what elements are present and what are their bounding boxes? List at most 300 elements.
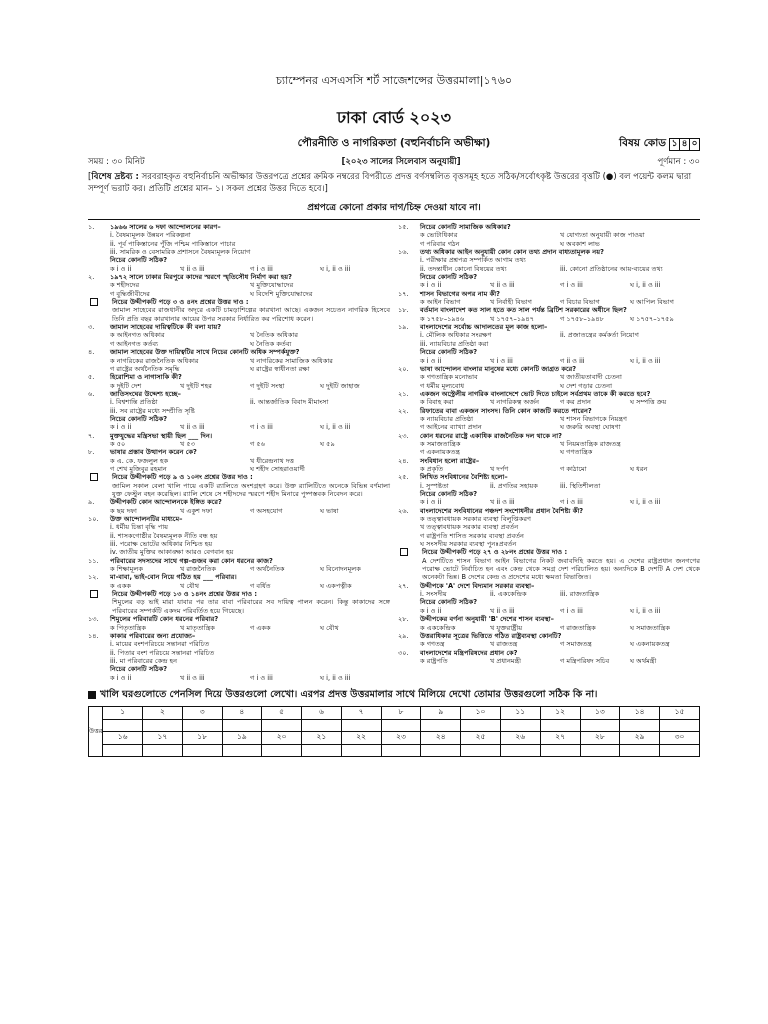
grid-number: ১ (103, 706, 143, 719)
question-27: ২৭. উদ্দীপকে 'A' দেশে বিদ্যমান সরকার ব্যবস্থা– (398, 581, 535, 590)
answer-cell[interactable] (262, 719, 302, 731)
option: ক শিক্ষামূলক (110, 565, 143, 574)
statement: i. মৌলিক অধিকার সংরক্ষণ (420, 331, 492, 340)
options (398, 415, 700, 432)
answer-cell[interactable] (540, 719, 580, 731)
marks-label: পূর্ণমান : ৩০ (657, 157, 700, 167)
option: খ একুশ দফা (180, 506, 213, 515)
options (398, 315, 700, 323)
option: গ একক (250, 623, 271, 632)
stem: নিচের কোনটি সঠিক? (110, 665, 168, 674)
grid-number: ২৭ (540, 731, 580, 744)
option: ঘ বিদেশি মুক্তিযোদ্ধাদের (250, 289, 313, 298)
option: ঘ i, ii ও iii (630, 606, 661, 615)
option: খ ii ও iii (180, 423, 205, 432)
statement: iii. মা পরিবারের কেন্দ্র হন (110, 656, 178, 665)
statement: iii. সব রাষ্ট্রের মধ্যে সম্প্রীতি সৃষ্টি (110, 406, 195, 415)
code-digit: ০ (689, 139, 699, 150)
answer-instruction (88, 688, 700, 703)
question-20: ২০. ভাষা আন্দোলন বাংলার মানুষের মধ্যে কোনটি জাগ্রত করে? (398, 364, 577, 373)
option: ক ন্যায়বিচার প্রতিষ্ঠা (420, 414, 474, 423)
option: খ ii ও iii (180, 264, 205, 273)
option: ক ছয় দফা (110, 506, 137, 515)
statement: ii. প্রগতির সহায়ক (490, 481, 538, 490)
options (88, 582, 390, 590)
option: ক আইনগত অধিকার (110, 331, 165, 340)
grid-number: ১৭ (143, 731, 183, 744)
option: ক i ও ii (420, 356, 442, 365)
options (398, 357, 700, 365)
option: ঘ ধরন (630, 464, 648, 473)
answer-cell[interactable] (302, 744, 342, 756)
option: গ রাষ্ট্রপতি শাসিত সরকার ব্যবস্থা প্রবর্তন (420, 531, 524, 540)
option: গ সমাজতন্ত্র (560, 640, 592, 649)
grid-number: ২২ (341, 731, 381, 744)
stem: নিচের কোনটি সঠিক? (420, 348, 478, 357)
grid-number: ১৫ (660, 706, 700, 719)
warning-line: প্রশ্নপত্রে কোনো প্রকার দাগ/চিহ্ন দেওয়া যাবে না। (307, 203, 481, 213)
board-title: ঢাকা বোর্ড ২০২৩ (336, 108, 452, 127)
grid-number: ২ (143, 706, 183, 719)
option: গ ১৭৫৮–১৯৪৮ (560, 314, 604, 323)
option: গ বিচার বিভাগ (560, 298, 600, 307)
option: ঘ সম্পত্তি ক্রয় (630, 398, 667, 407)
question-2: ২. ১৯৭২ সালে ঢাকার মিরপুরে কাদের স্মরণে স্মৃতিসৌধ নির্মাণ করা হয়? (88, 273, 292, 282)
grid-number: ৬ (302, 706, 342, 719)
option: ঘ i, ii ও iii (630, 356, 661, 365)
stem: নিচের কোনটি সঠিক? (420, 598, 478, 607)
option: ক সমাজতান্ত্রিক (420, 439, 461, 448)
option: ঘ দেশ গড়ার চেতনা (560, 381, 612, 390)
option: ঘ i, ii ও iii (630, 498, 661, 507)
answer-cell[interactable] (421, 744, 461, 756)
grid-number: ৮ (381, 706, 421, 719)
statement: ii. প্রজাতন্ত্রের কর্মকর্তা নিয়োগ (560, 331, 639, 340)
answer-cell[interactable] (620, 719, 660, 731)
checkbox-icon (90, 473, 98, 481)
option: গ i ও iii (560, 281, 583, 290)
option: গ বুদ্ধিজীবীদের (110, 289, 150, 298)
answer-cell[interactable] (182, 719, 222, 731)
statement: i. সুস্পষ্টতা (420, 481, 449, 490)
options (88, 281, 390, 298)
question-25: ২৫. লিখিত সংবিধানের বৈশিষ্ট্য হলো– (398, 473, 508, 482)
options (398, 657, 700, 665)
options (398, 398, 700, 406)
answer-cell[interactable] (540, 744, 580, 756)
option: খ প্রধানমন্ত্রী (490, 656, 522, 665)
statements (88, 398, 390, 406)
option: গ রাজতান্ত্রিক (560, 623, 596, 632)
answer-cell[interactable] (660, 719, 700, 731)
statement: i. সংসদীয় (420, 590, 447, 599)
option: গ ii ও iii (560, 356, 585, 365)
option: খ ii ও iii (490, 281, 515, 290)
statement: i. বৈষম্যমূলক উন্নয়ন পরিকল্পনা (110, 231, 191, 240)
statement: iii. স্থিতিশীলতা (560, 481, 601, 490)
option: ক i ও ii (110, 264, 132, 273)
answer-cell[interactable] (421, 719, 461, 731)
option: ক নাগরিকের রাজনৈতিক অধিকার (110, 356, 199, 365)
option: গ শেখ মুজিবুর রহমান (110, 464, 167, 473)
option: ঘ i, ii ও iii (320, 673, 351, 682)
option: ক i ও ii (420, 498, 442, 507)
option: ক i ও ii (420, 281, 442, 290)
option: গ অর্থনৈতিক (250, 565, 285, 574)
option: খ ১৭৫৭–১৯৪৭ (490, 314, 534, 323)
question-19: ১৯. বাংলাদেশের সর্বোচ্চ আদালতের মূল কাজ হলো– (398, 323, 548, 332)
options (88, 265, 390, 273)
grid-number: ১২ (540, 706, 580, 719)
option: খ যোগ্যতা অনুযায়ী কাজ পাওয়া (560, 231, 645, 240)
stimulus-9-10: নিচের উদ্দীপকটি পড়ে ৯ ও ১০নং প্রশ্নের উত্তর দাও : (88, 473, 390, 481)
option: খ নাগরিকত্ব অর্জন (490, 398, 540, 407)
grid-number: ২৪ (421, 731, 461, 744)
answer-cell[interactable] (341, 719, 381, 731)
question-30: ৩০. বাংলাদেশের মন্ত্রিপরিষদের প্রধান কে? (398, 648, 518, 657)
answer-side-label: উত্তর (89, 706, 103, 756)
question-3: ৩. জামাল সাহেবের দায়িত্বটিকে কী বলা যায়? (88, 323, 222, 332)
option: গ বর্ধিত (250, 581, 271, 590)
grid-number: ২৬ (500, 731, 540, 744)
checkbox-icon (90, 590, 98, 598)
question-11: ১১. পরিবারের সদস্যদের সাথে গল্প-গুজব করা কোন ধরনের কাজ? (88, 556, 273, 565)
option: খ শাসন বিভাগকে নিয়ন্ত্রণ (560, 414, 627, 423)
option: ক শহীদদের (110, 281, 140, 290)
statement: iii. পরোক্ষ ভোটের অধিকার নিশ্চিত হয় (110, 540, 213, 549)
option: ঘ রাষ্ট্রের স্বাধীনতা রক্ষা (250, 364, 310, 373)
instruction-text: খালি ঘরগুলোতে পেনসিল দিয়ে উত্তরগুলো লেখো। এরপর প্রদত্ত উত্তরমালার সাথে মিলিয়ে দেখো তোমার উত্তরগুলো সঠিক কি না। (100, 688, 598, 700)
option: খ দর্পণ (490, 464, 509, 473)
option: ক গণতন্ত্র (420, 640, 445, 649)
statement: ii. পূর্ব পাকিস্তানের পুঁজি পশ্চিম পাকিস্তানে পাচার (110, 239, 236, 248)
code-digit: ৪ (679, 139, 689, 150)
option: ক বিবাহ করা (420, 398, 454, 407)
time-label: সময় : ৩০ মিনিট (88, 157, 145, 167)
option: ঘ অর্থমন্ত্রী (630, 656, 657, 665)
option: ক আইন বিভাগ (420, 298, 461, 307)
grid-number: ১৩ (580, 706, 620, 719)
question-10: ১০. উক্ত আন্দোলনটির মাধ্যমে– (88, 515, 183, 524)
option: খ নিয়মতান্ত্রিক রাজতন্ত্র (560, 439, 621, 448)
options (88, 507, 390, 515)
right-column (398, 223, 700, 682)
options (88, 331, 390, 348)
option: ক এককেন্দ্রিক (420, 623, 456, 632)
option: খ মুক্তিযোদ্ধাদের (250, 281, 294, 290)
option: ঘ আপিল বিভাগ (630, 298, 674, 307)
question-28: ২৮. উদ্দীপকের বর্ণনা অনুযায়ী 'B' দেশের শাসন ব্যবস্থা– (398, 615, 554, 624)
answer-cell[interactable] (461, 719, 501, 731)
stimulus-text: জামিল সকাল বেলা খালি পায়ে একটি র‍্যালিতে অংশগ্রহণ করে। উক্ত র‍্যালিটিতে অনেকে বিভিন্ন বর্ণমালা যুক্ত ফেস্টুন বহন করেছিল। র‍্যালি শেষে সে শহীদদের স্মরণে শহীদ মিনারে পুষ্পস্তবক নিবেদন করে। (112, 481, 390, 498)
answer-cell[interactable] (500, 719, 540, 731)
grid-number: ২০ (262, 731, 302, 744)
option: গ আইনগত কর্তব্য (110, 339, 158, 348)
statement: ii. পিতার বংশ পরিচয়ে সন্তানরা পরিচিত (110, 648, 215, 657)
answer-cell[interactable] (222, 744, 262, 756)
option: ঘ শহীদ সোহরাওয়ার্দী (250, 464, 305, 473)
stimulus-27-28: নিচের উদ্দীপকটি পড়ে ২৭ ও ২৮নং প্রশ্নের উত্তর দাও : (398, 548, 700, 556)
option: খ যৌথ (180, 581, 200, 590)
stem: নিচের কোনটি সঠিক? (110, 414, 168, 423)
option: গ পরিবার গঠন (420, 239, 460, 248)
grid-number: ৭ (341, 706, 381, 719)
option: গ কাঠামো (560, 464, 587, 473)
options (88, 457, 390, 474)
grid-number: ৯ (421, 706, 461, 719)
option: গ i ও iii (250, 673, 273, 682)
option: খ ii ও iii (490, 498, 515, 507)
option: খ তত্ত্বাবধায়ক সরকার ব্যবস্থা প্রবর্তন (420, 523, 519, 532)
answer-cell[interactable] (660, 744, 700, 756)
statement: ii. তদন্তাধীন কোনো বিষয়ের তথ্য (420, 264, 507, 273)
question-29: ২৯. উত্তরাধিকার সূত্রের ভিত্তিতে গঠিত রাষ্ট্রব্যবস্থা কোনটি? (398, 631, 562, 640)
option: ঘ একপত্নীক (320, 581, 352, 590)
stimulus-text: শিমুলের বড় ভাই মারা যাবার পর তার বাবা পরিবারের সব দায়িত্ব পালন করেন। কিন্তু কাকাদের সঙ্গে পরিবারের সম্পর্কটি একদম পরিবর্তিত হয়ে গিয়েছে। (112, 598, 390, 615)
option: গ i ও iii (250, 264, 273, 273)
statement: iii. রাজতান্ত্রিক (560, 590, 600, 599)
statement: iii. ন্যায়বিচার প্রতিষ্ঠা করা (420, 339, 489, 348)
question-columns (88, 219, 700, 682)
option: খ দুইটি শহর (180, 381, 212, 390)
options (398, 231, 700, 248)
checkbox-icon (90, 298, 98, 306)
option: ঘ ৫৯ (320, 439, 335, 448)
options (88, 382, 390, 390)
answer-grid (88, 706, 700, 757)
grid-number: ১০ (461, 706, 501, 719)
option: ক একক (110, 581, 131, 590)
option: ক i ও ii (110, 423, 132, 432)
question-13: ১৩. শিমুলের পরিবারটি কোন ধরনের পরিবার? (88, 615, 219, 624)
option: ক ৫০ (110, 439, 126, 448)
option: গ কর প্রদান (560, 398, 591, 407)
option: গ আইনের ব্যাখ্যা প্রদান (420, 423, 482, 432)
grid-number: ২৩ (381, 731, 421, 744)
answer-cell[interactable] (580, 744, 620, 756)
option: ক দুইটি দেশ (110, 381, 142, 390)
stem: নিচের কোনটি সঠিক? (420, 273, 478, 282)
option: ক i ও ii (420, 606, 442, 615)
option: ঘ সমাজতান্ত্রিক (630, 623, 670, 632)
options (398, 624, 700, 632)
grid-number: ৫ (262, 706, 302, 719)
option: ক এ. কে. ফজলুল হক (110, 456, 169, 465)
option: ক রাষ্ট্রপতি (420, 656, 448, 665)
option: খ ii ও iii (180, 673, 205, 682)
options (398, 373, 700, 390)
answer-cell[interactable] (103, 744, 143, 756)
options (88, 357, 390, 374)
answer-cell[interactable] (461, 744, 501, 756)
grid-number: ২৫ (461, 731, 501, 744)
option: ঘ ভাষা (320, 506, 339, 515)
option: ঘ অবকাশ লাভ (560, 239, 600, 248)
grid-number: ২১ (302, 731, 342, 744)
option: খ মাতৃতান্ত্রিক (180, 623, 215, 632)
option: ঘ যৌথ (320, 623, 339, 632)
subject-code-box (669, 138, 700, 151)
statement: ii. এককেন্দ্রিক (490, 590, 527, 599)
answer-cell[interactable] (580, 719, 620, 731)
option: গ i ও iii (250, 423, 273, 432)
question-21: ২১. একজন অস্ট্রেলীয় নাগরিক বাংলাদেশে ভোট দিতে চাইলে সর্বপ্রথম তাকে কী করতে হবে? (398, 389, 651, 398)
option: খ নৈতিক অধিকার (250, 331, 299, 340)
stimulus-text: জামাল সাহেবের রাজধানীর অদূরে একটি চামড়াশিল্পের কারখানা আছে। একজন সচেতন নাগরিক হিসেবে তিনি প্রতি বছর কারখানার আয়ের উপর সরকার নির্ধারিত কর পরিশোধ করেন। (112, 306, 390, 323)
question-5: ৫. হিরোশিমা ও নাগাসাকি কী? (88, 373, 182, 382)
options (398, 498, 700, 506)
subject-row (88, 136, 700, 152)
square-bullet-icon (88, 691, 96, 699)
option: ঘ বিনোদনমূলক (320, 565, 361, 574)
option: গ অসহযোগ (250, 506, 283, 515)
top-line: চ্যাম্পেনর এসএসসি শর্ট সাজেশন্সের উত্তরমালা|১৭৬০ (275, 74, 513, 87)
option: খ যুক্তরাষ্ট্রীয় (490, 623, 523, 632)
question-23: ২৩. কোন ধরনের রাষ্ট্রে একাধিক রাজনৈতিক দল থাকে না? (398, 431, 562, 440)
option: ঘ সংসদীয় সরকার ব্যবস্থা পুনঃপ্রবর্তন (420, 540, 517, 549)
options (88, 624, 390, 632)
option: ঘ একনায়কতন্ত্র (630, 640, 670, 649)
grid-number: ১৮ (182, 731, 222, 744)
question-1: ১. ১৯৬৬ সালের ৬ দফা আন্দোলনের কারণ– (88, 223, 221, 231)
option: ঘ i, ii ও iii (630, 281, 661, 290)
option: খ জাতীয়তাবাদী চেতনা (560, 373, 622, 382)
option: ক ১৭৫৮–১৯৪৬ (420, 314, 465, 323)
subject-title: পৌরনীতি ও নাগরিকতা (বহুনির্বাচনি অভীক্ষা) (297, 137, 491, 149)
grid-number: ১৪ (620, 706, 660, 719)
subject-code-label: বিষয় কোড (619, 137, 666, 149)
answer-cell[interactable] (620, 744, 660, 756)
option: খ ii ও iii (490, 606, 515, 615)
question-17: ১৭. শাসন বিভাগের অপর নাম কী? (398, 289, 500, 298)
option: ক তত্ত্বাবধায়ক সরকার ব্যবস্থা বিলুপ্তিকরণ (420, 515, 531, 524)
question-15: ১৫. নিচের কোনটি সামাজিক অধিকার? (398, 223, 511, 231)
option: ক পিতৃতান্ত্রিক (110, 623, 146, 632)
statement: iv. জাতীয় মুক্তির আকাঙ্ক্ষা আরও বেগবান হয় (110, 548, 234, 557)
question-26: ২৬. বাংলাদেশের সংবিধানের পঞ্চদশ সংশোধনীর প্রধান বৈশিষ্ট্য কী? (398, 506, 584, 515)
grid-number: ৩ (182, 706, 222, 719)
option: ঘ i, ii ও iii (320, 423, 351, 432)
question-18: ১৮. বর্তমান বাংলাদেশ কত সাল হতে কত সাল পর্যন্ত ব্রিটিশ সরকারের অধীনে ছিল? (398, 306, 627, 315)
question-4: ৪. জামাল সাহেবের উক্ত দায়িত্বটির সাথে নিচের কোনটি অধিক সম্পর্কযুক্ত? (88, 348, 300, 357)
answer-cell[interactable] (222, 719, 262, 731)
grid-number: ২৮ (580, 731, 620, 744)
option: গ দুইটি সংস্থা (250, 381, 285, 390)
note-text: সরবরাহকৃত বহুনির্বাচনি অভীক্ষার উত্তরপত্রে প্রশ্নের ক্রমিক নম্বরের বিপরীতে প্রদত্ত বর্ণসম্বলিত বৃত্তসমূহ হতে সঠিক/সর্বোৎকৃষ্ট উত্তরের বৃত্তটি (●) বল পয়েন্ট কলম দ্বারা সম্পূর্ণ ভরাট কর। প্রতিটি প্রশ্নের মান– ১। সকল প্রশ্নের উত্তর দিতে হবে।] (88, 172, 692, 194)
option: ক প্রকৃতি (420, 464, 444, 473)
code-digit: ১ (671, 139, 678, 149)
question-8: ৮. ভাষার প্রস্তাব উত্থাপন করেন কে? (88, 448, 197, 457)
option: খ রাজনৈতিক (180, 565, 217, 574)
options (398, 640, 700, 648)
statement: i. ধর্মীয় চিন্তা বৃদ্ধি পায় (110, 523, 169, 532)
statements (398, 331, 700, 339)
statement: ii. আন্তর্জাতিক বিবাদ মীমাংসা (250, 398, 329, 407)
statement: iii. সামরিক ও বেসামরিক প্রশাসনে বৈষম্যমূলক নিয়োগ (110, 248, 251, 257)
option: গ ধর্মীয় মূল্যবোধ (420, 381, 465, 390)
option: খ নির্বাহী বিভাগ (490, 298, 532, 307)
question-24: ২৪. সংবিধান হলো রাষ্ট্রের– (398, 456, 480, 465)
answer-cell[interactable] (143, 744, 183, 756)
options (88, 674, 390, 682)
stimulus-13-14: নিচের উদ্দীপকটি পড়ে ১৩ ও ১৪নং প্রশ্নের উত্তর দাও : (88, 590, 390, 598)
answer-cell[interactable] (262, 744, 302, 756)
stimulus-3-4: নিচের উদ্দীপকটি পড়ে ৩ ও ৪নং প্রশ্নের উত্তর দাও : (88, 298, 390, 306)
grid-number: ২৯ (620, 731, 660, 744)
syllabus-label: [২০২৩ সালের সিলেবাস অনুযায়ী] (341, 157, 461, 167)
answer-cell[interactable] (381, 744, 421, 756)
option: খ রাজতন্ত্র (490, 640, 518, 649)
question-12: ১২. মা-বাবা, ভাই-বোন নিয়ে গঠিত হয় ___ পরিবার। (88, 573, 237, 582)
meta-row (88, 155, 700, 169)
answer-cell[interactable] (341, 744, 381, 756)
option: ঘ i, ii ও iii (320, 264, 351, 273)
option: গ i ও iii (560, 606, 583, 615)
answer-cell[interactable] (381, 719, 421, 731)
subject-code (619, 136, 700, 153)
grid-number: ১৬ (103, 731, 143, 744)
statement: iii. কোনো প্রতিষ্ঠানের আয়-ব্যয়ের তথ্য (560, 264, 663, 273)
option: ক ভোটাধিকার (420, 231, 458, 240)
special-note: [বিশেষ দ্রষ্টব্য : সরবরাহকৃত বহুনির্বাচনি অভীক্ষার উত্তরপত্রে প্রশ্নের ক্রমিক নম্বরের বিপরীতে প্রদত্ত বর্ণসম্বলিত বৃত্তসমূহ হতে সঠিক/সর্বোৎকৃষ্ট উত্তরের বৃত্তটি (●) বল পয়েন্ট কলম দ্বারা সম্পূর্ণ ভরাট কর। প্রতিটি প্রশ্নের মান– ১। সকল প্রশ্নের উত্তর দিতে হবে।] (88, 172, 692, 194)
option: ক i ও ii (110, 673, 132, 682)
option: গ রাষ্ট্রের অর্থনৈতিক সমৃদ্ধি (110, 364, 180, 373)
grid-number: ৪ (222, 706, 262, 719)
question-14: ১৪. কাকার পরিবারের জন্য প্রযোজ্য– (88, 631, 196, 640)
question-9: ৯. উদ্দীপকটি কোন আন্দোলনকে ইঙ্গিত করে? (88, 498, 222, 507)
option: খ ধীরেন্দ্রনাথ দত্ত (250, 456, 295, 465)
note-label: বিশেষ দ্রষ্টব্য : (91, 172, 139, 182)
option: গ মন্ত্রিপরিষদ সচিব (560, 656, 610, 665)
option: ক গণতান্ত্রিক মনোভাব (420, 373, 478, 382)
options (398, 607, 700, 615)
grid-number: ১১ (500, 706, 540, 719)
option: ঘ নৈতিক কর্তব্য (250, 339, 292, 348)
statement: i. বিশ্বশান্তি প্রতিষ্ঠা (110, 398, 158, 407)
option: ঘ জরুরি অবস্থা ঘোষণা (560, 423, 621, 432)
option: ঘ গণতান্ত্রিক (560, 448, 593, 457)
question-7: ৭. মুক্তযুদ্ধের মন্ত্রিসভা স্থায়ী ছিল ___ দিন। (88, 431, 213, 440)
answer-cell[interactable] (182, 744, 222, 756)
question-6: ৬. জাতিসংঘের উদ্দেশ্য হচ্ছে– (88, 389, 181, 398)
statement: i. পরীক্ষার প্রশ্নপত্র সম্পর্কিত আগাম তথ্য (420, 256, 526, 265)
stem: নিচের কোনটি সঠিক? (110, 256, 168, 265)
checkbox-icon (400, 548, 408, 556)
option: ঘ দুইটি জাহাজ (320, 381, 360, 390)
answer-cell[interactable] (103, 719, 143, 731)
statement: ii. শাসকগোষ্ঠীর বৈষম্যমূলক নীতি বন্ধ হয় (110, 531, 218, 540)
stem: নিচের কোনটি সঠিক? (420, 490, 478, 498)
option: ঘ ১৭৫৭–১৭৫৯ (630, 314, 674, 323)
answer-cell[interactable] (302, 719, 342, 731)
question-22: ২২. রিফাতের বাবা একজন সাংসদ। তিনি কোন কাজটি করতে পারেন? (398, 406, 592, 415)
left-column (88, 223, 390, 682)
statements (398, 482, 700, 490)
option: খ i ও iii (490, 356, 513, 365)
grid-number: ৩০ (660, 731, 700, 744)
option: গ i ও iii (560, 498, 583, 507)
options (88, 423, 390, 431)
answer-cell[interactable] (143, 719, 183, 731)
option: গ একনায়কতন্ত্র (420, 448, 460, 457)
options (398, 281, 700, 289)
answer-cell[interactable] (500, 744, 540, 756)
option: খ নাগরিকের সামাজিক অধিকার (250, 356, 333, 365)
stimulus-text: A দেশটিতে শাসন বিভাগ আইন বিভাগের নিকট জবাবদিহি করতে হয়। এ দেশের রাষ্ট্রপ্রধান জনগণের পরোক্ষ ভোটে নির্বাচিত হন এবং কেন্দ্র থেকে সমগ্র দেশ পরিচালিত হয়। অন্যদিকে B দেশটি A দেশ থেকে অনেকটা ভিন্ন। B দেশের কেন্দ্র ও প্রদেশের মধ্যে ক্ষমতা বিভাজিত। (422, 556, 700, 582)
grid-number: ১৯ (222, 731, 262, 744)
statement: i. মায়ের বংশপরিচয়ে সন্তানরা পরিচিত (110, 640, 210, 649)
question-16: ১৬. তথ্য অধিকার আইন অনুযায়ী কোন কোন তথ্য প্রদান বাধ্যতামূলক নয়? (398, 248, 604, 257)
